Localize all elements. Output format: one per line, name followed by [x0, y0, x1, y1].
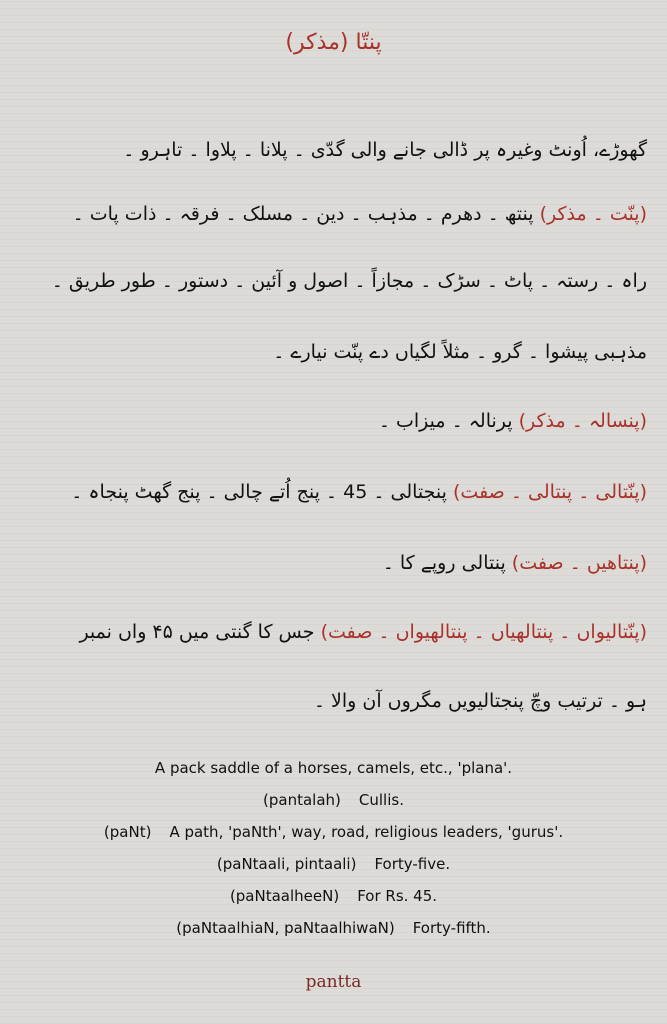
definition-text: پرنالہ ۔ میزاب ۔ [378, 410, 513, 432]
english-term: (paNtaali, pintaali) [216, 855, 357, 873]
english-definition: For Rs. 45. [357, 887, 438, 905]
english-translation [0, 758, 667, 950]
english-term: (paNtaalhiaN, paNtaalhiwaN) [176, 919, 395, 937]
grammar-label: (پنتاھیں ۔ صفت) [511, 552, 647, 574]
entry-title: پنتّا (مذکر) [285, 30, 382, 55]
definition-text: گھوڑے، اُونٹ وغیرہ پر ڈالی جانے والی گدّی ۔ پلانا ۔ پلاوا ۔ تاہرو ۔ [123, 139, 647, 161]
grammar-label: (پنسالہ ۔ مذکر) [518, 410, 647, 432]
definition-text: جس کا گنتی میں ۴۵ واں نمبر [79, 621, 315, 643]
english-term: (paNtaalheeN) [229, 887, 340, 905]
definition-text: پنتھ ۔ دھرم ۔ مذہب ۔ دین ۔ مسلک ۔ فرقہ ۔ ذات پات ۔ [72, 203, 534, 225]
definition-line [17, 684, 647, 718]
english-definition: A path, 'paNth', way, road, religious leaders, 'gurus'. [169, 823, 564, 841]
english-line [0, 822, 667, 842]
definition-line [17, 264, 647, 298]
definition-line [17, 404, 647, 438]
definition-line [17, 475, 647, 509]
english-definition: Forty-five. [374, 855, 451, 873]
grammar-label: (پنّتالی ۔ پنتالی ۔ صفت) [453, 481, 647, 503]
english-term: (pantalah) [263, 791, 341, 809]
english-definition: A pack saddle of a horses, camels, etc., 'plana'. [154, 759, 513, 777]
english-line [0, 758, 667, 778]
english-line [0, 918, 667, 938]
definition-line [17, 615, 647, 649]
grammar-label: (پنّتالیواں ۔ پنتالھیاں ۔ پنتالھیواں ۔ صفت) [320, 621, 647, 643]
english-term: (paNt) [103, 823, 152, 841]
definition-text: ہو ۔ ترتیب وچّ پنجتالیویں مگروں آن والا ۔ [313, 690, 647, 712]
english-definition: Cullis. [358, 791, 404, 809]
english-line [0, 790, 667, 810]
english-line [0, 854, 667, 874]
definition-text: پنتالی روپے کا ۔ [382, 552, 506, 574]
english-definition: Forty-fifth. [412, 919, 491, 937]
definition-line [17, 335, 647, 369]
definition-line [17, 546, 647, 580]
romanized-headword: pantta [305, 972, 362, 992]
definition-text: پنجتالی ۔ 45 ۔ پنج اُتے چالی ۔ پنج گھٹ پنجاہ ۔ [71, 481, 447, 503]
definition-line [17, 197, 647, 231]
definition-text: راہ ۔ رستہ ۔ پاٹ ۔ سڑک ۔ مجازاً ۔ اصول و آئین ۔ دستور ۔ طور طریق ۔ [51, 270, 647, 292]
grammar-label: (پنّت ۔ مذکر) [539, 203, 647, 225]
english-line [0, 886, 667, 906]
definition-text: مذہبی پیشوا ۔ گرو ۔ مثلاً لگیاں دے پنّت نیارے ۔ [273, 341, 647, 363]
definition-line [17, 133, 647, 167]
